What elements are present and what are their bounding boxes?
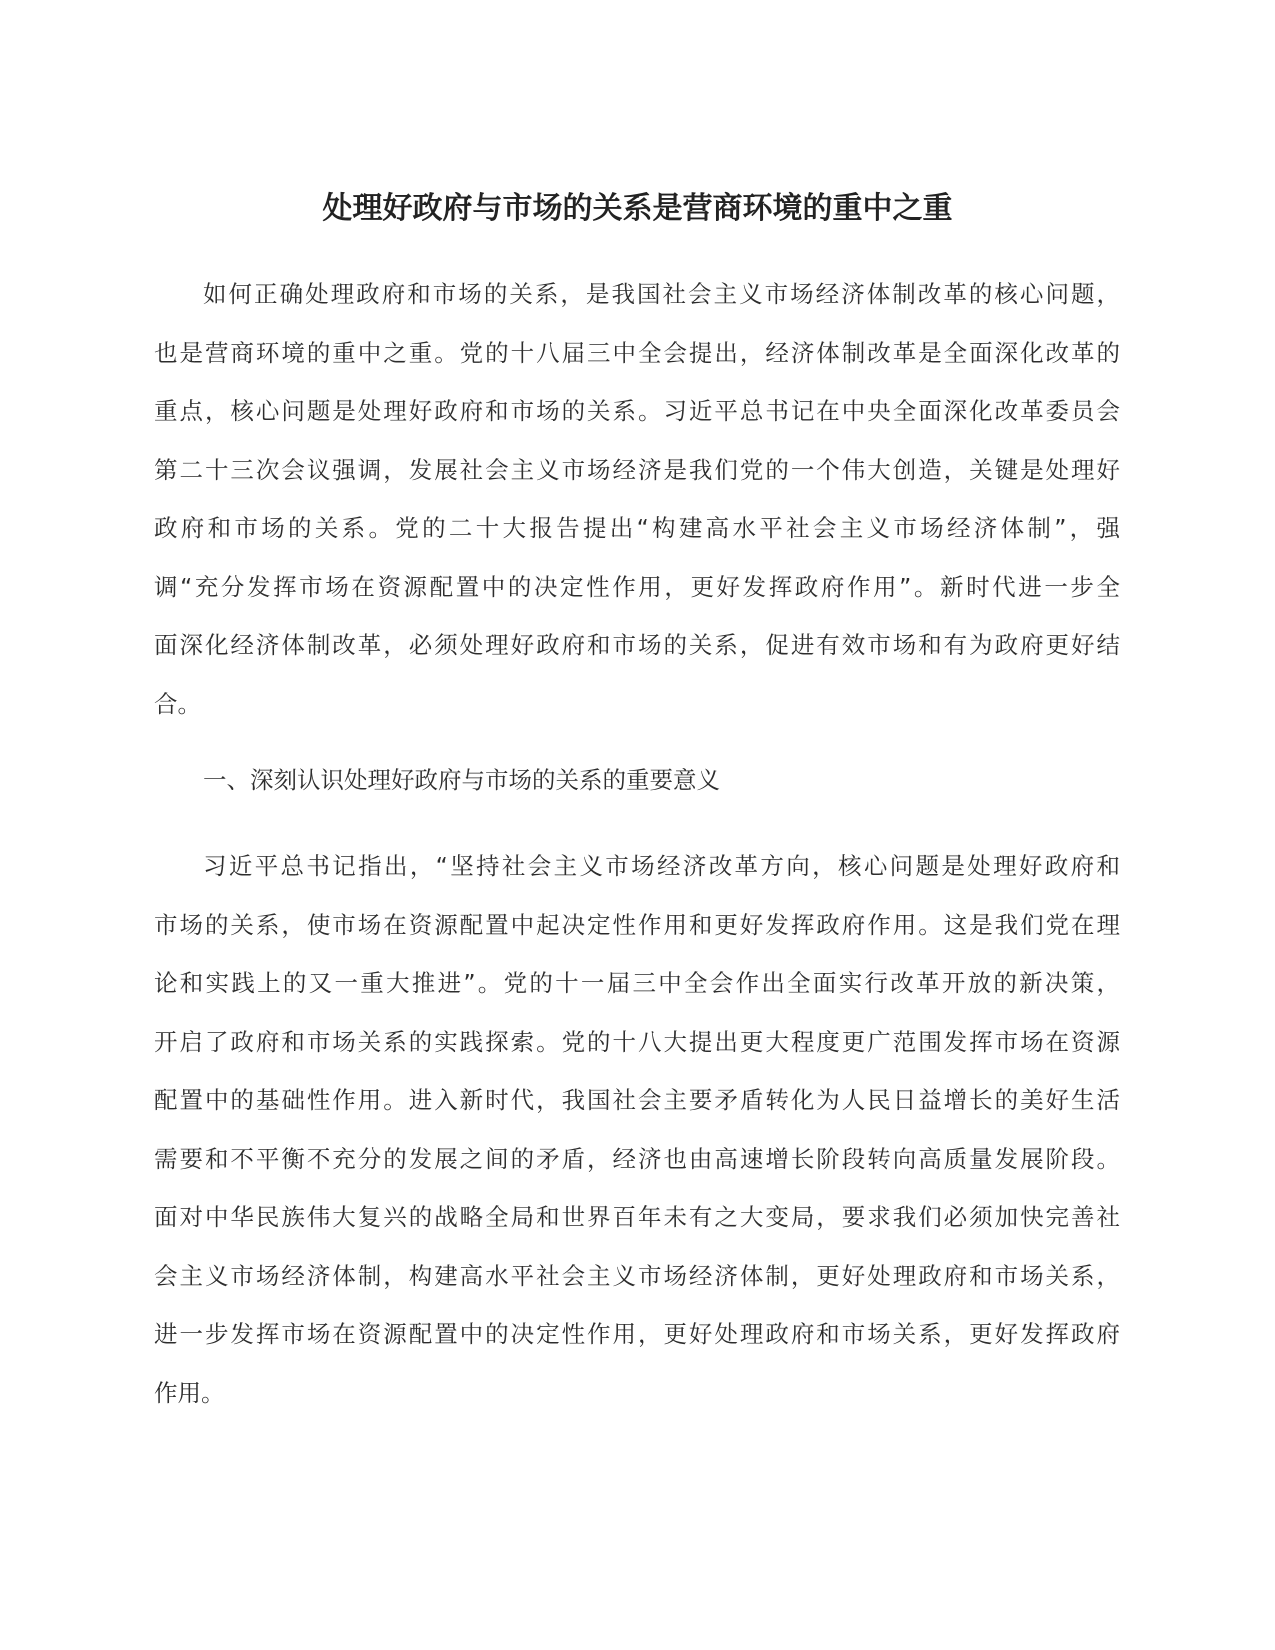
paragraph-line: 面深化经济体制改革，必须处理好政府和市场的关系，促进有效市场和有为政府更好结 [154,631,1120,659]
paragraph-line: 作用。 [154,1378,225,1407]
paragraph-line: 配置中的基础性作用。进入新时代，我国社会主要矛盾转化为人民日益增长的美好生活 [154,1086,1120,1114]
paragraph-line: 进一步发挥市场在资源配置中的决定性作用，更好处理政府和市场关系，更好发挥政府 [154,1320,1120,1348]
section-heading-1 [154,751,1120,810]
paragraph-line: 开启了政府和市场关系的实践探索。党的十八大提出更大程度更广范围发挥市场在资源 [154,1027,1120,1056]
paragraph-line: 会主义市场经济体制，构建高水平社会主义市场经济体制，更好处理政府和市场关系， [154,1261,1120,1290]
paragraph-line: 合。 [154,689,201,718]
paragraph-line: 调“充分发挥市场在资源配置中的决定性作用，更好发挥政府作用”。新时代进一步全 [154,572,1120,601]
paragraph-line: 习近平总书记指出，“坚持社会主义市场经济改革方向，核心问题是处理好政府和 [203,852,1120,880]
paragraph-line: 也是营商环境的重中之重。党的十八届三中全会提出，经济体制改革是全面深化改革的 [154,338,1120,367]
paragraph-line: 需要和不平衡不充分的发展之间的矛盾，经济也由高速增长阶段转向高质量发展阶段。 [154,1144,1120,1173]
paragraph-line: 论和实践上的又一重大推进”。党的十一届三中全会作出全面实行改革开放的新决策， [154,969,1120,997]
paragraph-line: 市场的关系，使市场在资源配置中起决定性作用和更好发挥政府作用。这是我们党在理 [154,910,1120,939]
paragraph-intro [154,265,1120,733]
paragraph-line: 政府和市场的关系。党的二十大报告提出“构建高水平社会主义市场经济体制”，强 [154,514,1120,542]
paragraph-line: 第二十三次会议强调，发展社会主义市场经济是我们党的一个伟大创造，关键是处理好 [154,455,1120,484]
paragraph-line: 重点，核心问题是处理好政府和市场的关系。习近平总书记在中央全面深化改革委员会 [154,397,1120,425]
section-heading-text: 一、深刻认识处理好政府与市场的关系的重要意义 [203,766,720,794]
paragraph-section-1 [154,837,1120,1422]
paragraph-line: 如何正确处理政府和市场的关系，是我国社会主义市场经济体制改革的核心问题， [203,280,1120,308]
document-title: 处理好政府与市场的关系是营商环境的重中之重 [322,191,953,226]
paragraph-line: 面对中华民族伟大复兴的战略全局和世界百年未有之大变局，要求我们必须加快完善社 [154,1203,1120,1231]
